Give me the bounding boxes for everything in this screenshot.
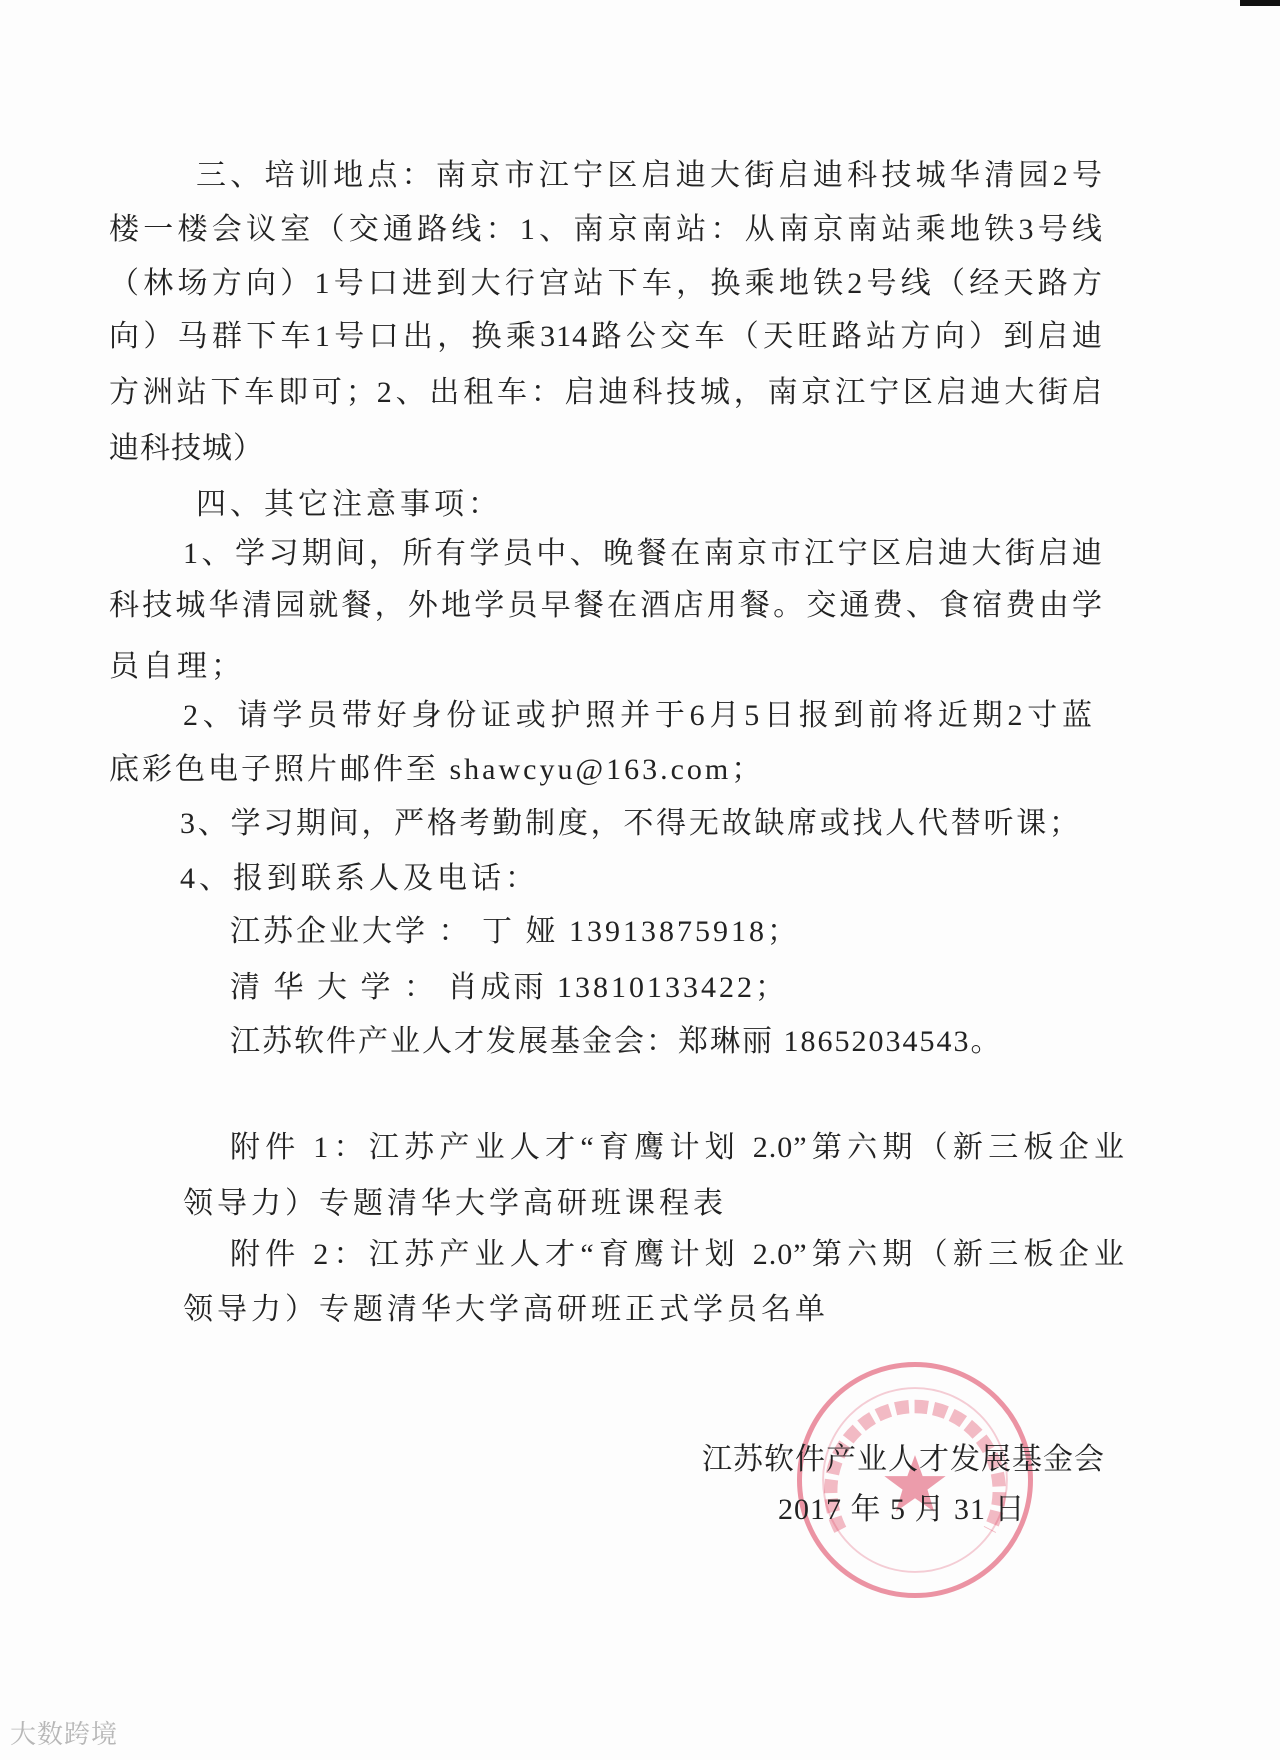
section-3-line: 迪科技城） [109, 432, 264, 465]
note-2-line: 底彩色电子照片邮件至 shawcyu@163.com； [109, 753, 765, 786]
note-2-line: 2、请学员带好身份证或护照并于6月5日报到前将近期2寸蓝 [183, 699, 1093, 732]
section-4-heading: 四、其它注意事项： [196, 488, 502, 521]
watermark: 大数跨境 [10, 1720, 119, 1750]
seal-star-icon [802, 1367, 1028, 1593]
note-1-line: 1、学习期间，所有学员中、晚餐在南京市江宁区启迪大街启迪 [183, 537, 1103, 570]
attachment-1-line: 附件 1：江苏产业人才“育鹰计划 2.0”第六期（新三板企业 [230, 1131, 1125, 1164]
section-3-line: 三、培训地点：南京市江宁区启迪大街启迪科技城华清园2号 [196, 159, 1103, 192]
signature-organization: 江苏软件产业人才发展基金会 [702, 1443, 1105, 1476]
note-1-line: 员自理； [109, 650, 245, 683]
note-4-line: 4、报到联系人及电话： [180, 862, 539, 895]
section-3-line: （林场方向）1号口进到大行宫站下车，换乘地铁2号线（经天路方 [109, 267, 1103, 300]
contact-line: 江苏企业大学 ： 丁 娅 13913875918； [230, 915, 800, 948]
attachment-2-line: 领导力）专题清华大学高研班正式学员名单 [183, 1293, 829, 1326]
section-3-line: 向）马群下车1号口出，换乘314路公交车（天旺路站方向）到启迪 [109, 320, 1103, 353]
note-3-line: 3、学习期间，严格考勤制度，不得无故缺席或找人代替听课； [180, 807, 1080, 840]
corner-mark [1240, 0, 1280, 6]
contact-line: 清 华 大 学 ： 肖成雨 13810133422； [230, 971, 788, 1004]
section-3-line: 楼一楼会议室（交通路线：1、南京南站：从南京南站乘地铁3号线 [109, 213, 1103, 246]
contact-line: 江苏软件产业人才发展基金会：郑琳丽 18652034543。 [230, 1025, 1003, 1058]
note-1-line: 科技城华清园就餐，外地学员早餐在酒店用餐。交通费、食宿费由学 [109, 589, 1103, 622]
attachment-1-line: 领导力）专题清华大学高研班课程表 [183, 1187, 727, 1220]
section-3-line: 方洲站下车即可；2、出租车：启迪科技城，南京江宁区启迪大街启 [109, 376, 1103, 409]
signature-date: 2017 年 5 月 31 日 [778, 1493, 1026, 1526]
official-seal [797, 1362, 1033, 1598]
attachment-2-line: 附件 2：江苏产业人才“育鹰计划 2.0”第六期（新三板企业 [230, 1238, 1125, 1271]
